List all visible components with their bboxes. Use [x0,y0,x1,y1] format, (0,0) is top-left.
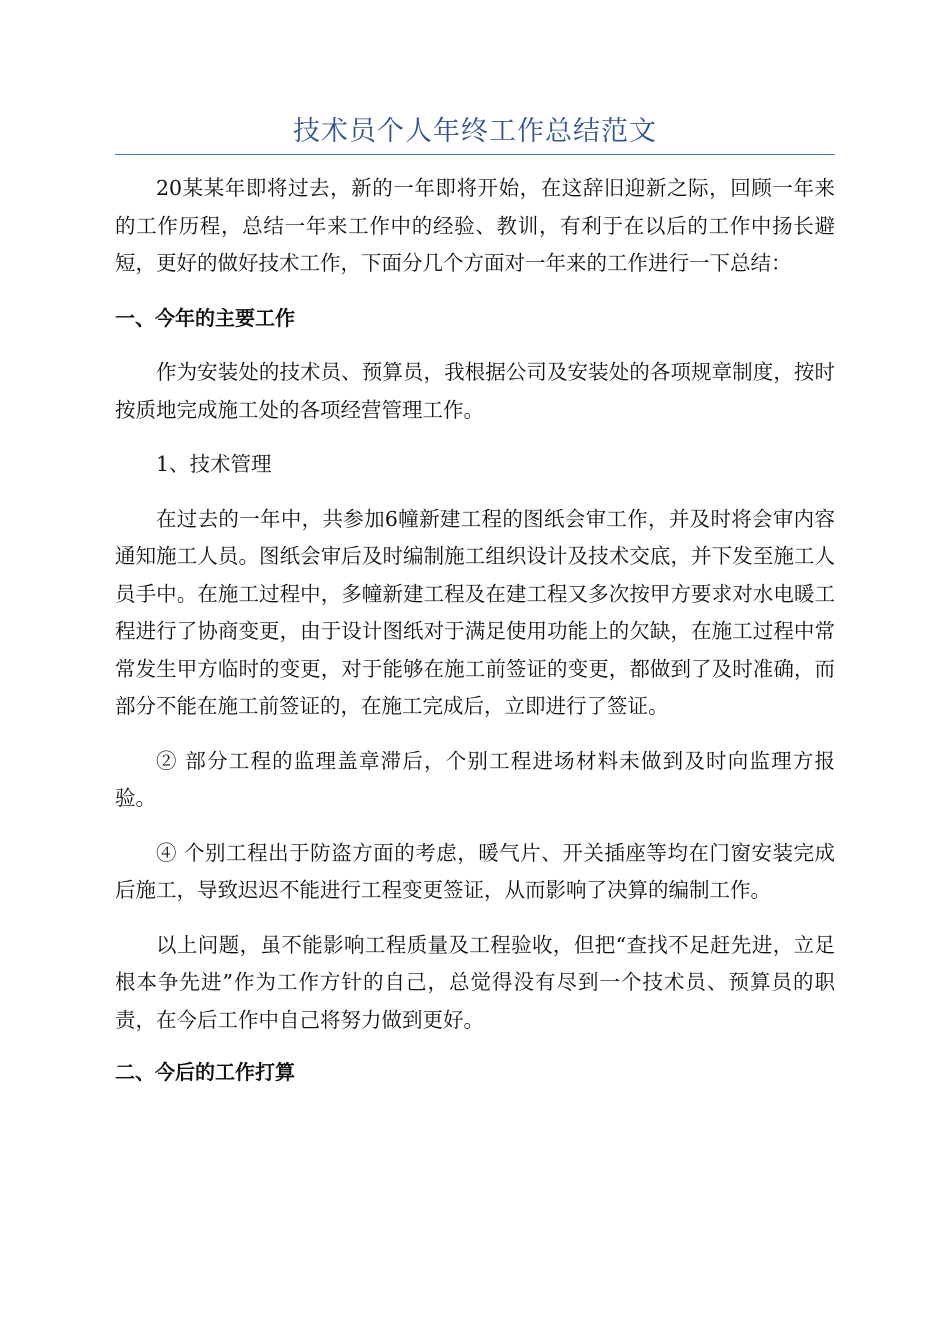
section-heading-main-work: 一、今年的主要工作 [115,305,295,330]
intro-paragraph: 20某某年即将过去，新的一年即将开始，在这辞旧迎新之际，回顾一年来的工作历程，总结一年来工作中的经验、教训，有利于在以后的工作中扬长避短，更好的做好技术工作，下面分几个方面对一年来的工作进行一下总结： [115,176,835,275]
document-title: 技术员个人年终工作总结范文 [293,116,657,147]
paragraph-issue-4: ④ 个别工程出于防盗方面的考虑，暖气片、开关插座等均在门窗安装完成后施工，导致迟迟不能进行工程变更签证，从而影响了决算的编制工作。 [115,840,835,902]
paragraph-role: 作为安装处的技术员、预算员，我根据公司及安装处的各项规章制度，按时按质地完成施工处的各项经营管理工作。 [115,360,835,422]
paragraph-tech-management: 在过去的一年中，共参加6幢新建工程的图纸会审工作，并及时将会审内容通知施工人员。图纸会审后及时编制施工组织设计及技术交底，并下发至施工人员手中。在施工过程中，多幢新建工程及在建工程又多次按甲方要求对水电暖工程进行了协商变更，由于设计图纸对于满足使用功能上的欠缺，在施工过程中常常发生甲方临时的变更，对于能够在施工前签证的变更，都做到了及时准确，而部分不能在施工前签证的，在施工完成后，立即进行了签证。 [115,506,835,718]
paragraph-conclusion: 以上问题，虽不能影响工程质量及工程验收，但把“查找不足赶先进，立足根本争先进”作为工作方针的自己，总觉得没有尽到一个技术员、预算员的职责，在今后工作中自己将努力做到更好。 [115,932,835,1032]
subheading-tech-management: 1、技术管理 [156,452,272,476]
title-underline [115,154,835,155]
document-body [115,170,835,1092]
paragraph-issue-2: ② 部分工程的监理盖章滞后，个别工程进场材料未做到及时向监理方报验。 [115,748,835,810]
section-heading-future-plans: 二、今后的工作打算 [115,1060,295,1084]
